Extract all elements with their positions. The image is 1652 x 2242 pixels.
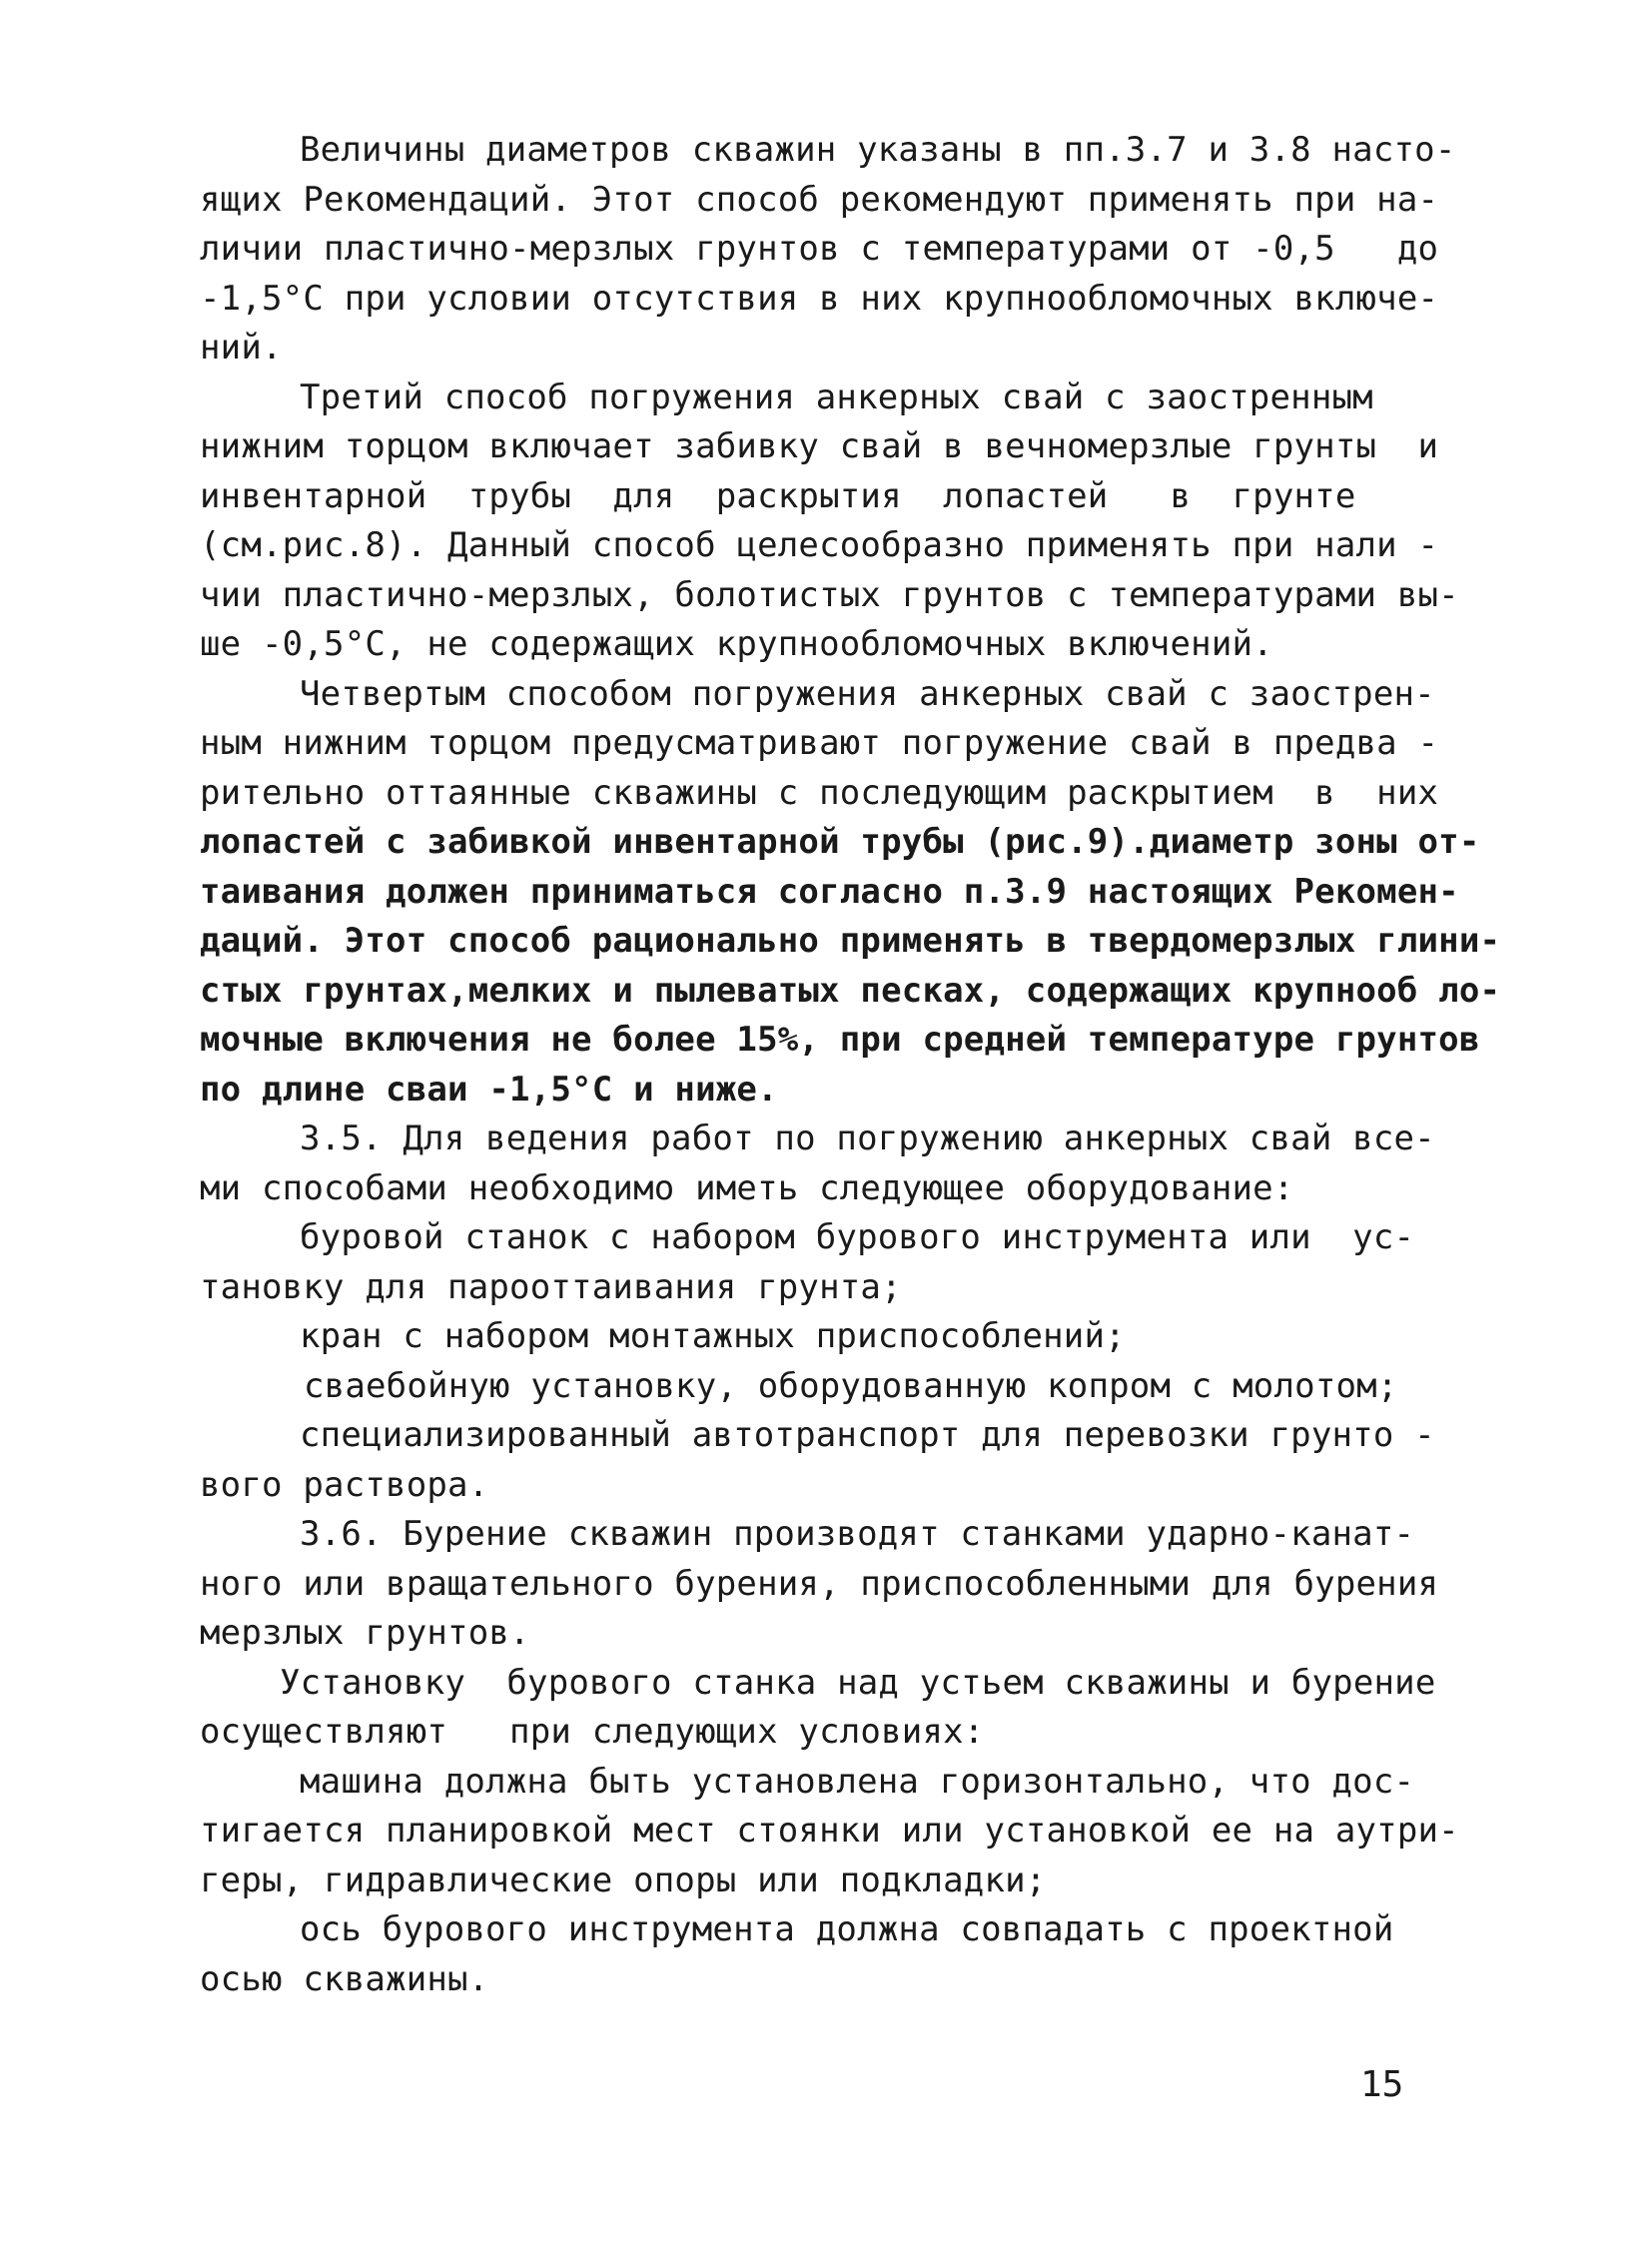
text-line: сваебойную установку, оборудованную копром с молотом; xyxy=(304,1365,1398,1406)
text-line: мерзлых грунтов. xyxy=(200,1613,530,1653)
text-line: мочные включения не более 15%, при средней температуре грунтов xyxy=(200,1020,1480,1060)
text-line: вого раствора. xyxy=(200,1464,489,1505)
text-line: ми способами необходимо иметь следующее оборудование: xyxy=(200,1167,1294,1208)
text-line: кран с набором монтажных приспособлений; xyxy=(300,1316,1126,1356)
text-line: даций. Этот способ рационально применять в твердомерзлых глини- xyxy=(200,921,1501,961)
text-line: ше -0,5°С, не содержащих крупнообломочных включений. xyxy=(200,624,1273,664)
text-line: осуществляют при следующих условиях: xyxy=(200,1712,985,1752)
text-line: ось бурового инструмента должна совпадать с проектной xyxy=(300,1909,1394,1949)
text-line: осью скважины. xyxy=(200,1958,489,1999)
text-line: чии пластично-мерзлых, болотистых грунтов с температурами вы- xyxy=(200,574,1459,615)
text-line: Третий способ погружения анкерных свай с заостренным xyxy=(300,376,1373,417)
text-line: нижним торцом включает забивку свай в вечномерзлые грунты и xyxy=(200,426,1439,466)
text-line: 3.5. Для ведения работ по погружению анкерных свай все- xyxy=(300,1119,1435,1158)
document-body xyxy=(200,126,1501,2004)
text-line: ящих Рекомендаций. Этот способ рекомендуют применять при на- xyxy=(200,179,1439,220)
text-line: личии пластично-мерзлых грунтов с температурами от -0,5 до xyxy=(200,229,1439,269)
text-line: стых грунтах,мелких и пылеватых песках, содержащих крупнооб ло- xyxy=(200,970,1501,1011)
text-line: ний. xyxy=(200,328,283,368)
text-line: Величины диаметров скважин указаны в пп.3.7 и 3.8 насто- xyxy=(300,130,1456,170)
text-line: машина должна быть установлена горизонтально, что дос- xyxy=(300,1761,1415,1802)
text-line: -1,5°С при условии отсутствия в них крупнообломочных включе- xyxy=(200,278,1439,319)
text-line: геры, гидравлические опоры или подкладки; xyxy=(200,1860,1047,1900)
text-line: буровой станок с набором бурового инструмента или ус- xyxy=(300,1217,1415,1257)
text-line: инвентарной трубы для раскрытия лопастей в грунте xyxy=(200,475,1356,516)
text-line: (см.рис.8). Данный способ целесообразно применять при нали - xyxy=(200,525,1439,565)
text-line: Четвертым способом погружения анкерных свай с заострен- xyxy=(300,673,1435,714)
text-line: Установку бурового станка над устьем скважины и бурение xyxy=(280,1662,1436,1703)
text-line: лопастей с забивкой инвентарной трубы (рис.9).диаметр зоны от- xyxy=(200,822,1480,862)
text-line: по длине сваи -1,5°С и ниже. xyxy=(200,1069,778,1110)
text-line: ным нижним торцом предусматривают погружение свай в предва - xyxy=(200,723,1439,763)
page-number: 15 xyxy=(1360,2064,1404,2105)
text-line: тановку для парооттаивания грунта; xyxy=(200,1266,902,1307)
text-line: ного или вращательного бурения, приспособленными для бурения xyxy=(200,1563,1439,1604)
text-line: рительно оттаянные скважины с последующим раскрытием в них xyxy=(200,772,1439,813)
text-line: 3.6. Бурение скважин производят станками ударно-канат- xyxy=(300,1514,1415,1554)
text-line: тигается планировкой мест стоянки или установкой ее на аутри- xyxy=(200,1811,1459,1851)
text-line: специализированный автотранспорт для перевозки грунто - xyxy=(300,1415,1435,1455)
text-line: таивания должен приниматься согласно п.3.9 настоящих Рекомен- xyxy=(200,871,1459,912)
